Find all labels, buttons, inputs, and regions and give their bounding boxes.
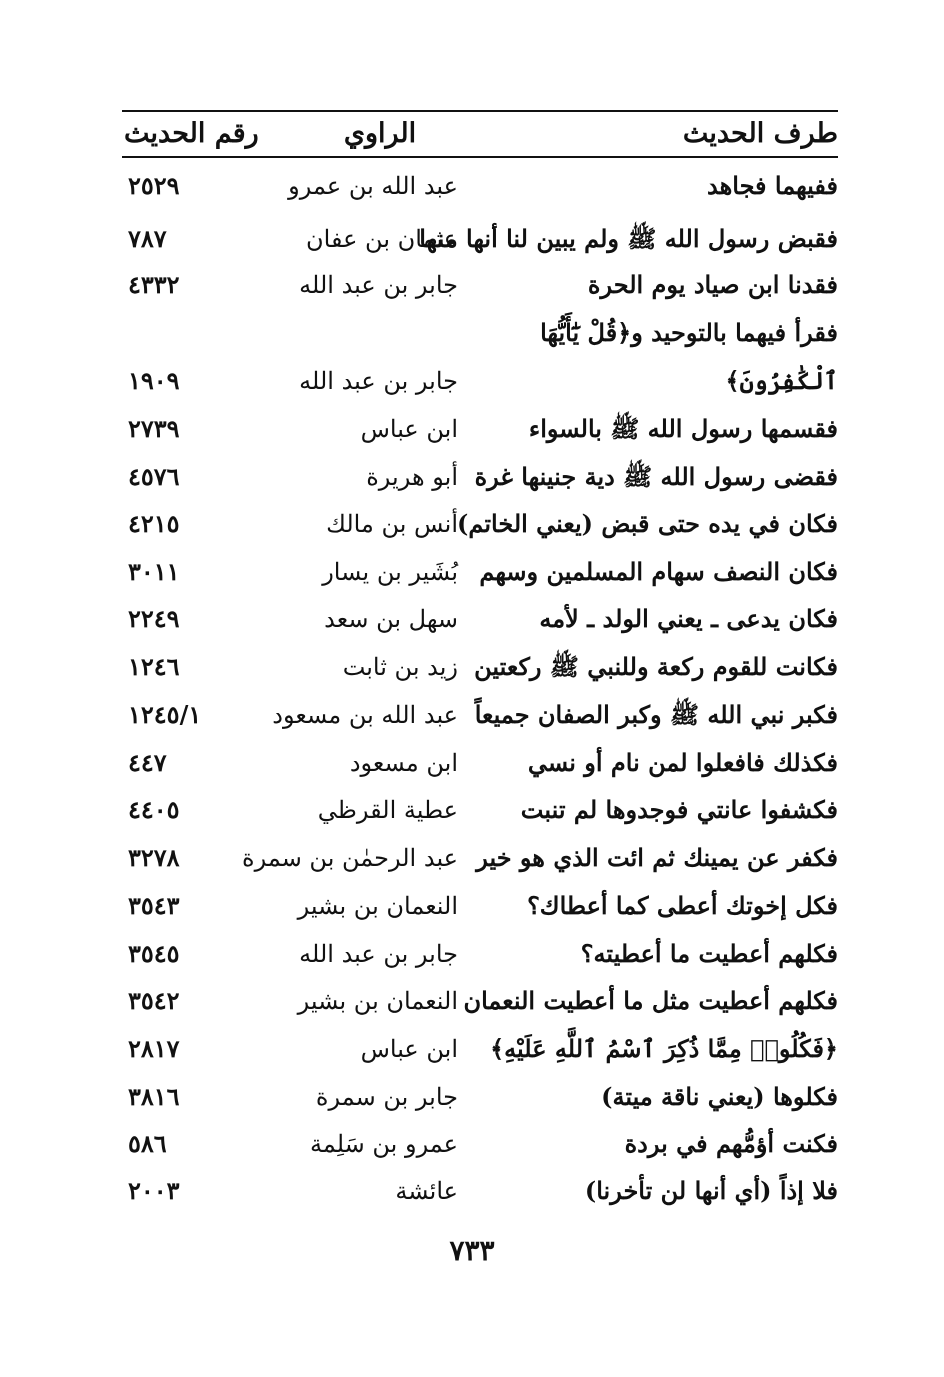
table-row <box>0 1168 944 1214</box>
table-row <box>0 1121 944 1167</box>
narrator: ابن عباس <box>360 1035 458 1063</box>
hadith-text: فكلهم أعطيت ما أعطيته؟ <box>580 939 838 968</box>
table-row <box>0 163 944 209</box>
hadith-number: ٣٥٤٥ <box>128 939 180 968</box>
table-row <box>0 406 944 452</box>
hadith-text: فقبض رسول الله ﷺ ولم يبين لنا أنها منها <box>419 224 838 253</box>
table-row <box>0 787 944 833</box>
table-row <box>0 216 944 262</box>
narrator: جابر بن عبد الله <box>299 367 458 395</box>
narrator: النعمان بن بشير <box>297 892 458 920</box>
narrator: عطية القرظي <box>317 796 458 824</box>
hadith-number: ٧٨٧ <box>128 224 167 253</box>
narrator: أبو هريرة <box>366 463 458 491</box>
narrator: سهل بن سعد <box>324 605 458 633</box>
narrator: أنس بن مالك <box>326 510 458 538</box>
hadith-number: ٢٨١٧ <box>128 1034 180 1063</box>
hadith-number: ٣٠١١ <box>128 557 180 586</box>
hadith-number: ٢٧٣٩ <box>128 414 180 443</box>
narrator: عبد الله بن مسعود <box>272 701 458 729</box>
table-row <box>0 978 944 1024</box>
hadith-number: ٣٢٧٨ <box>128 843 180 872</box>
table-row <box>0 310 944 356</box>
narrator: عائشة <box>395 1177 458 1205</box>
hadith-text: فلا إذاً (أي أنها لن تأخرنا) <box>584 1176 838 1205</box>
hadith-text: فقسمها رسول الله ﷺ بالسواء <box>528 414 838 443</box>
hadith-number: ١٢٤٥/١ <box>128 700 202 729</box>
hadith-text: ففيهما فجاهد <box>707 171 838 200</box>
table-row <box>0 1026 944 1072</box>
table-row <box>0 358 944 404</box>
narrator: بُشَير بن يسار <box>322 558 458 586</box>
hadith-number: ٤٢١٥ <box>128 509 180 538</box>
hadith-number: ٤٤٠٥ <box>128 795 180 824</box>
hadith-number: ٤٥٧٦ <box>128 462 180 491</box>
hadith-text: فقضى رسول الله ﷺ دية جنينها غرة <box>474 462 838 491</box>
hadith-text: فقدنا ابن صياد يوم الحرة <box>587 270 838 299</box>
hadith-number: ٢٥٢٩ <box>128 171 180 200</box>
table-row <box>0 740 944 786</box>
narrator: عبد الله بن عمرو <box>288 172 458 200</box>
hadith-number: ٤٤٧ <box>128 748 167 777</box>
hadith-text: فكان في يده حتى قبض (يعني الخاتم) <box>457 509 838 538</box>
hadith-text: فكلهم أعطيت مثل ما أعطيت النعمان <box>463 986 838 1015</box>
table-row <box>0 454 944 500</box>
narrator: ابن عباس <box>360 415 458 443</box>
hadith-text: فكان يدعى ـ يعني الولد ـ لأمه <box>539 604 838 633</box>
header-hadith-number: رقم الحديث <box>124 118 259 149</box>
hadith-number: ١٩٠٩ <box>128 366 180 395</box>
hadith-text: فكلوها (يعني ناقة ميتة) <box>601 1082 838 1111</box>
header-narrator: الراوي <box>343 118 417 149</box>
narrator: جابر بن سمرة <box>315 1083 458 1111</box>
table-row <box>0 262 944 308</box>
hadith-number: ٣٥٤٣ <box>128 891 180 920</box>
table-row <box>0 1074 944 1120</box>
table-row <box>0 931 944 977</box>
narrator: النعمان بن بشير <box>297 987 458 1015</box>
hadith-number: ٥٨٦ <box>128 1129 167 1158</box>
hadith-number: ٢٠٠٣ <box>128 1176 180 1205</box>
hadith-text: فكذلك فافعلوا لمن نام أو نسي <box>527 748 838 777</box>
hadith-number: ٢٢٤٩ <box>128 604 180 633</box>
hadith-text: فكان النصف سهام المسلمين وسهم <box>479 557 838 586</box>
hadith-text: فقرأ فيهما بالتوحيد و﴿قُلْ يَٰٓأَيُّهَا <box>540 318 838 347</box>
narrator: زيد بن ثابت <box>342 653 458 681</box>
hadith-text: ٱلْكَٰفِرُونَ﴾ <box>725 366 838 395</box>
narrator: ابن مسعود <box>349 749 458 777</box>
hadith-text: فكبر نبي الله ﷺ وكبر الصفان جميعاً <box>474 700 838 729</box>
header-top-rule <box>122 110 838 112</box>
narrator <box>248 310 458 356</box>
hadith-number: ٣٨١٦ <box>128 1082 180 1111</box>
hadith-number: ٣٥٤٢ <box>128 986 180 1015</box>
table-row <box>0 644 944 690</box>
table-row <box>0 501 944 547</box>
hadith-text: ﴿فَكُلُوا۟ مِمَّا ذُكِرَ ٱسْمُ ٱللَّهِ عَلَيْهِ﴾ <box>490 1034 838 1063</box>
table-row <box>0 596 944 642</box>
hadith-text: فكانت للقوم ركعة وللنبي ﷺ ركعتين <box>474 652 838 681</box>
table-row <box>0 835 944 881</box>
hadith-number: ٤٣٣٢ <box>128 270 180 299</box>
hadith-text: فكنت أؤمُّهم في بردة <box>624 1129 838 1158</box>
narrator: عثمان بن عفان <box>306 225 458 253</box>
hadith-text: فكشفوا عانتي فوجدوها لم تنبت <box>520 795 838 824</box>
page-number: ٧٣٣ <box>449 1234 495 1267</box>
hadith-number: ١٢٤٦ <box>128 652 180 681</box>
table-row <box>0 883 944 929</box>
header-hadith-text: طرف الحديث <box>682 118 838 149</box>
narrator: عمرو بن سَلِمة <box>309 1130 458 1158</box>
hadith-text: فكفر عن يمينك ثم ائت الذي هو خير <box>476 843 838 872</box>
narrator: جابر بن عبد الله <box>299 940 458 968</box>
narrator: جابر بن عبد الله <box>299 271 458 299</box>
table-row <box>0 692 944 738</box>
narrator: عبد الرحمٰن بن سمرة <box>242 844 458 872</box>
header-bottom-rule <box>122 156 838 158</box>
hadith-text: فكل إخوتك أعطى كما أعطاك؟ <box>527 891 838 920</box>
table-row <box>0 549 944 595</box>
